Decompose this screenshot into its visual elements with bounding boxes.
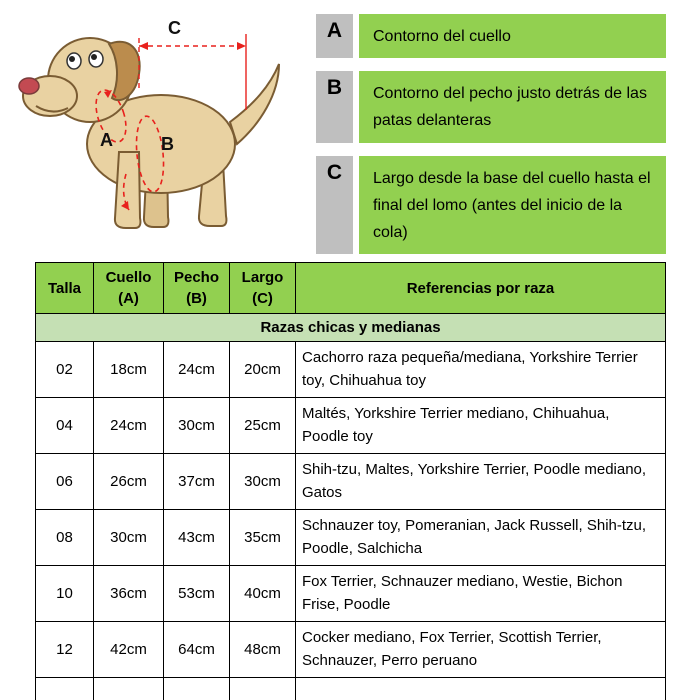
size-table — [35, 262, 666, 700]
referencias-cell: Cachorro raza pequeña/mediana, Yorkshire Terrier toy, Chihuahua toy — [296, 342, 666, 398]
header-talla: Talla — [36, 263, 94, 314]
pecho-cell: 24cm — [164, 342, 230, 398]
legend-row-b — [316, 71, 666, 142]
talla-cell: 04 — [36, 398, 94, 454]
dog-front-leg-near — [115, 152, 141, 228]
measurement-legend — [312, 0, 684, 258]
table-row — [36, 566, 666, 622]
largo-cell: 35cm — [230, 510, 296, 566]
diagram-label-a: A — [100, 130, 113, 150]
table-row — [36, 622, 666, 678]
measure-c-arrow-right — [237, 42, 246, 50]
referencias-cell: Maltés, Yorkshire Terrier mediano, Chihuahua, Poodle toy — [296, 398, 666, 454]
talla-cell: 06 — [36, 454, 94, 510]
pecho-cell: 53cm — [164, 566, 230, 622]
header-cuello: Cuello (A) — [94, 263, 164, 314]
header-largo: Largo (C) — [230, 263, 296, 314]
dog-pupil-right — [91, 54, 97, 60]
table-row — [36, 454, 666, 510]
largo-cell: 25cm — [230, 398, 296, 454]
cuello-cell: 36cm — [94, 566, 164, 622]
legend-row-a — [316, 14, 666, 58]
cuello-cell: 24cm — [94, 398, 164, 454]
legend-key-a: A — [316, 14, 353, 58]
pecho-cell: 64cm — [164, 622, 230, 678]
measure-c-arrow-left — [139, 42, 148, 50]
cuello-cell: 30cm — [94, 510, 164, 566]
header-row — [36, 263, 666, 314]
legend-text-c: Largo desde la base del cuello hasta el final del lomo (antes del inicio de la cola) — [359, 156, 666, 255]
table-row — [36, 510, 666, 566]
largo-cell: 30cm — [230, 454, 296, 510]
legend-text-b: Contorno del pecho justo detrás de las patas delanteras — [359, 71, 666, 142]
header-pecho: Pecho (B) — [164, 263, 230, 314]
table-row — [36, 398, 666, 454]
dog-diagram — [8, 4, 310, 254]
top-area — [0, 0, 700, 258]
section-row — [36, 314, 666, 342]
diagram-label-b: B — [161, 134, 174, 154]
cuello-cell: 18cm — [94, 342, 164, 398]
table-row-partial — [36, 678, 666, 700]
talla-cell: 10 — [36, 566, 94, 622]
legend-key-c: C — [316, 156, 353, 255]
section-title: Razas chicas y medianas — [36, 314, 666, 342]
pecho-cell: 30cm — [164, 398, 230, 454]
legend-key-b: B — [316, 71, 353, 142]
dog-pupil-left — [69, 56, 75, 62]
dog-diagram-wrap — [0, 0, 312, 258]
dog-nose — [19, 78, 39, 94]
legend-row-c — [316, 156, 666, 255]
cuello-cell: 26cm — [94, 454, 164, 510]
legend-text-a: Contorno del cuello — [359, 14, 666, 58]
header-referencias: Referencias por raza — [296, 263, 666, 314]
referencias-cell: Fox Terrier, Schnauzer mediano, Westie, Bichon Frise, Poodle — [296, 566, 666, 622]
pecho-cell: 43cm — [164, 510, 230, 566]
cuello-cell: 42cm — [94, 622, 164, 678]
talla-cell: 08 — [36, 510, 94, 566]
dog-tail — [230, 64, 279, 144]
referencias-cell: Shih-tzu, Maltes, Yorkshire Terrier, Poodle mediano, Gatos — [296, 454, 666, 510]
pecho-cell: 37cm — [164, 454, 230, 510]
largo-cell: 40cm — [230, 566, 296, 622]
diagram-label-c: C — [168, 18, 181, 38]
talla-cell: 12 — [36, 622, 94, 678]
largo-cell: 48cm — [230, 622, 296, 678]
table-row — [36, 342, 666, 398]
referencias-cell: Cocker mediano, Fox Terrier, Scottish Terrier, Schnauzer, Perro peruano — [296, 622, 666, 678]
largo-cell: 20cm — [230, 342, 296, 398]
referencias-cell: Schnauzer toy, Pomeranian, Jack Russell, Shih-tzu, Poodle, Salchicha — [296, 510, 666, 566]
talla-cell: 02 — [36, 342, 94, 398]
